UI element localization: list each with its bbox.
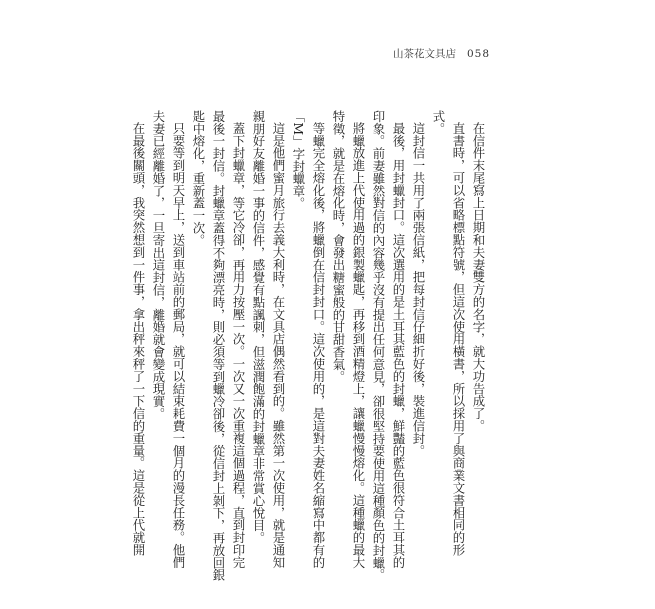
paragraph [188, 110, 248, 580]
paragraph [368, 110, 408, 580]
body-text [128, 110, 488, 580]
text-line: 在最後關頭，我突然想到一件事，拿出秤來秤了一下信的重量。這是從上代就開 [131, 122, 146, 557]
running-title: 山茶花文具店 [393, 48, 456, 60]
paragraph [468, 110, 488, 580]
text-line: 親朋好友離婚一事的信件，感覺有點諷刺，但滋潤飽滿的封蠟章非常賞心悅目。 [251, 110, 266, 544]
text-line: 印象。前妻雖然對信的內容幾乎沒有提出任何意見，卻很堅持要使用這種顏色的封蠟。 [371, 110, 386, 582]
paragraph [288, 110, 328, 580]
text-line: 這是他們蜜月旅行去義大利時，在文具店偶然看到的。雖然第一次使用，就是通知 [271, 122, 286, 569]
paragraph [128, 110, 148, 580]
page-header [393, 47, 490, 61]
text-line: 最後，用封蠟封口。這次選用的是土耳其藍色的封蠟，鮮豔的藍色很符合土耳其的 [391, 122, 406, 569]
paragraph [328, 110, 368, 580]
text-line: 特徵，就是在熔化時，會發出糖蜜般的甘甜香氣。 [331, 110, 346, 383]
text-line: 匙中熔化，重新蓋一次。 [191, 110, 206, 247]
paragraph [148, 110, 188, 580]
paragraph [428, 110, 468, 580]
text-line: 最後一封信。封蠟章蓋得不夠漂亮時，則必須等到蠟冷卻後，從信封上剝下，再放回銀 [211, 110, 226, 582]
text-line: 直書時，可以省略標點符號，但這次使用橫書，所以採用了與商業文書相同的形 [451, 122, 466, 557]
text-line: 這封信一共用了兩張信紙，把每封信仔細折好後，裝進信封。 [411, 122, 426, 458]
text-line: 「M」字封蠟章。 [291, 110, 306, 210]
text-line: 等蠟完全熔化後，將蠟倒在信封封口。這次使用的，是這對夫妻姓名縮寫中都有的 [311, 122, 326, 569]
text-line: 在信件末尾寫上日期和夫妻雙方的名字，就大功告成了。 [471, 122, 486, 433]
text-line: 式。 [431, 110, 446, 135]
text-line: 夫妻已經離婚了，一旦寄出這封信，離婚就會變成現實。 [151, 110, 166, 420]
paragraph [408, 110, 428, 580]
page-number: 058 [467, 48, 491, 60]
text-line: 只要等到明天早上，送到車站前的郵局，就可以結束耗費一個月的漫長任務。他們 [171, 122, 186, 569]
text-line: 蓋下封蠟章，等它冷卻，再用力按壓一次。一次又一次重複這個過程，直到封印完 [231, 122, 246, 569]
paragraph [248, 110, 288, 580]
text-line: 將蠟放進上代使用過的銀製蠟匙，再移到酒精燈上，讓蠟慢慢熔化。這種蠟的最大 [351, 122, 366, 569]
